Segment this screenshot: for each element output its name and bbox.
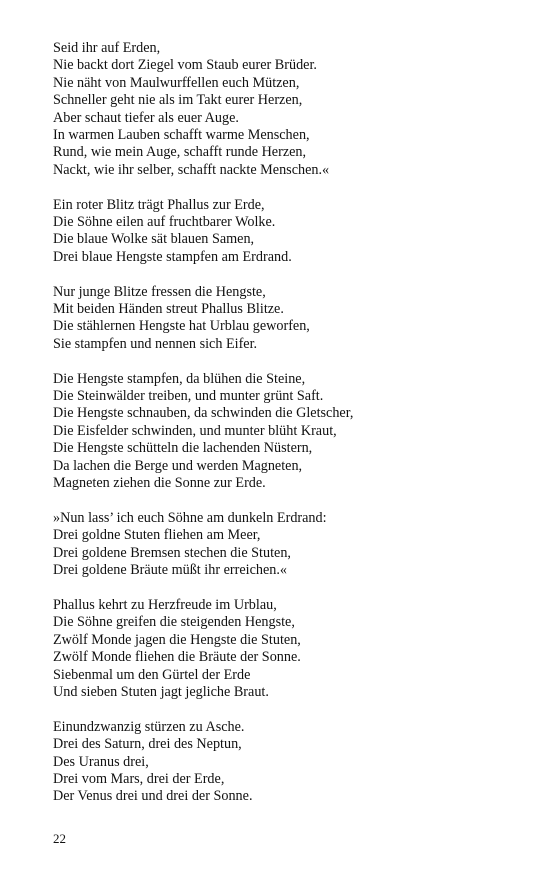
poem-line: Nur junge Blitze fressen die Hengste, — [53, 283, 266, 300]
poem-text — [53, 40, 523, 806]
poem-line: Drei goldne Stuten fliehen am Meer, — [53, 527, 261, 544]
poem-line: Und sieben Stuten jagt jegliche Braut. — [53, 683, 269, 700]
poem-line: Die Hengste stampfen, da blühen die Steine, — [53, 370, 306, 387]
poem-line: Rund, wie mein Auge, schafft runde Herzen, — [53, 144, 307, 161]
poem-line: Seid ihr auf Erden, — [53, 40, 161, 56]
poem-line: Magneten ziehen die Sonne zur Erde. — [53, 475, 266, 492]
poem-line: Die Söhne greifen die steigenden Hengste, — [53, 614, 295, 631]
poem-line: Die Hengste schütteln die lachenden Nüstern, — [53, 440, 313, 457]
poem-line: Da lachen die Berge und werden Magneten, — [53, 457, 303, 474]
stanza-6 — [53, 597, 523, 701]
stanza-4 — [53, 371, 523, 493]
poem-line: Ein roter Blitz trägt Phallus zur Erde, — [53, 196, 265, 213]
poem-line: Die Hengste schnauben, da schwinden die Gletscher, — [53, 405, 354, 422]
poem-line: »Nun lass’ ich euch Söhne am dunkeln Erdrand: — [53, 509, 327, 526]
poem-line: Die Söhne eilen auf fruchtbarer Wolke. — [53, 214, 276, 231]
stanza-5 — [53, 510, 523, 580]
poem-line: Schneller geht nie als im Takt eurer Herzen, — [53, 92, 303, 109]
poem-line: Zwölf Monde fliehen die Bräute der Sonne. — [53, 649, 301, 666]
poem-line: Phallus kehrt zu Herzfreude im Urblau, — [53, 596, 277, 613]
poem-line: Die Steinwälder treiben, und munter grünt Saft. — [53, 388, 324, 405]
poem-line: Siebenmal um den Gürtel der Erde — [53, 666, 251, 683]
stanza-1 — [53, 40, 523, 179]
poem-line: Zwölf Monde jagen die Hengste die Stuten, — [53, 631, 301, 648]
poem-line: Der Venus drei und drei der Sonne. — [53, 788, 253, 805]
poem-line: Drei goldene Bremsen stechen die Stuten, — [53, 544, 291, 561]
poem-line: Die blaue Wolke sät blauen Samen, — [53, 231, 255, 248]
page-number: 22 — [53, 831, 66, 846]
poem-line: Des Uranus drei, — [53, 753, 149, 770]
stanza-2 — [53, 197, 523, 267]
stanza-3 — [53, 284, 523, 354]
poem-line: Drei blaue Hengste stampfen am Erdrand. — [53, 248, 292, 265]
poem-line: Sie stampfen und nennen sich Eifer. — [53, 335, 258, 352]
poem-line: Drei des Saturn, drei des Neptun, — [53, 736, 242, 753]
poem-line: Aber schaut tiefer als euer Auge. — [53, 109, 239, 126]
poem-line: Einundzwanzig stürzen zu Asche. — [53, 718, 245, 735]
poem-line: Drei vom Mars, drei der Erde, — [53, 770, 225, 787]
poem-line: Drei goldene Bräute müßt ihr erreichen.« — [53, 562, 288, 579]
poem-line: Nie näht von Maulwurffellen euch Mützen, — [53, 74, 300, 91]
poem-line: Mit beiden Händen streut Phallus Blitze. — [53, 301, 284, 318]
poem-line: In warmen Lauben schafft warme Menschen, — [53, 127, 310, 144]
stanza-7 — [53, 719, 523, 806]
poem-line: Nie backt dort Ziegel vom Staub eurer Brüder. — [53, 57, 317, 74]
poem-line: Die stählernen Hengste hat Urblau geworfen, — [53, 318, 310, 335]
poem-line: Die Eisfelder schwinden, und munter blüht Kraut, — [53, 422, 337, 439]
poem-line: Nackt, wie ihr selber, schafft nackte Menschen.« — [53, 161, 330, 178]
